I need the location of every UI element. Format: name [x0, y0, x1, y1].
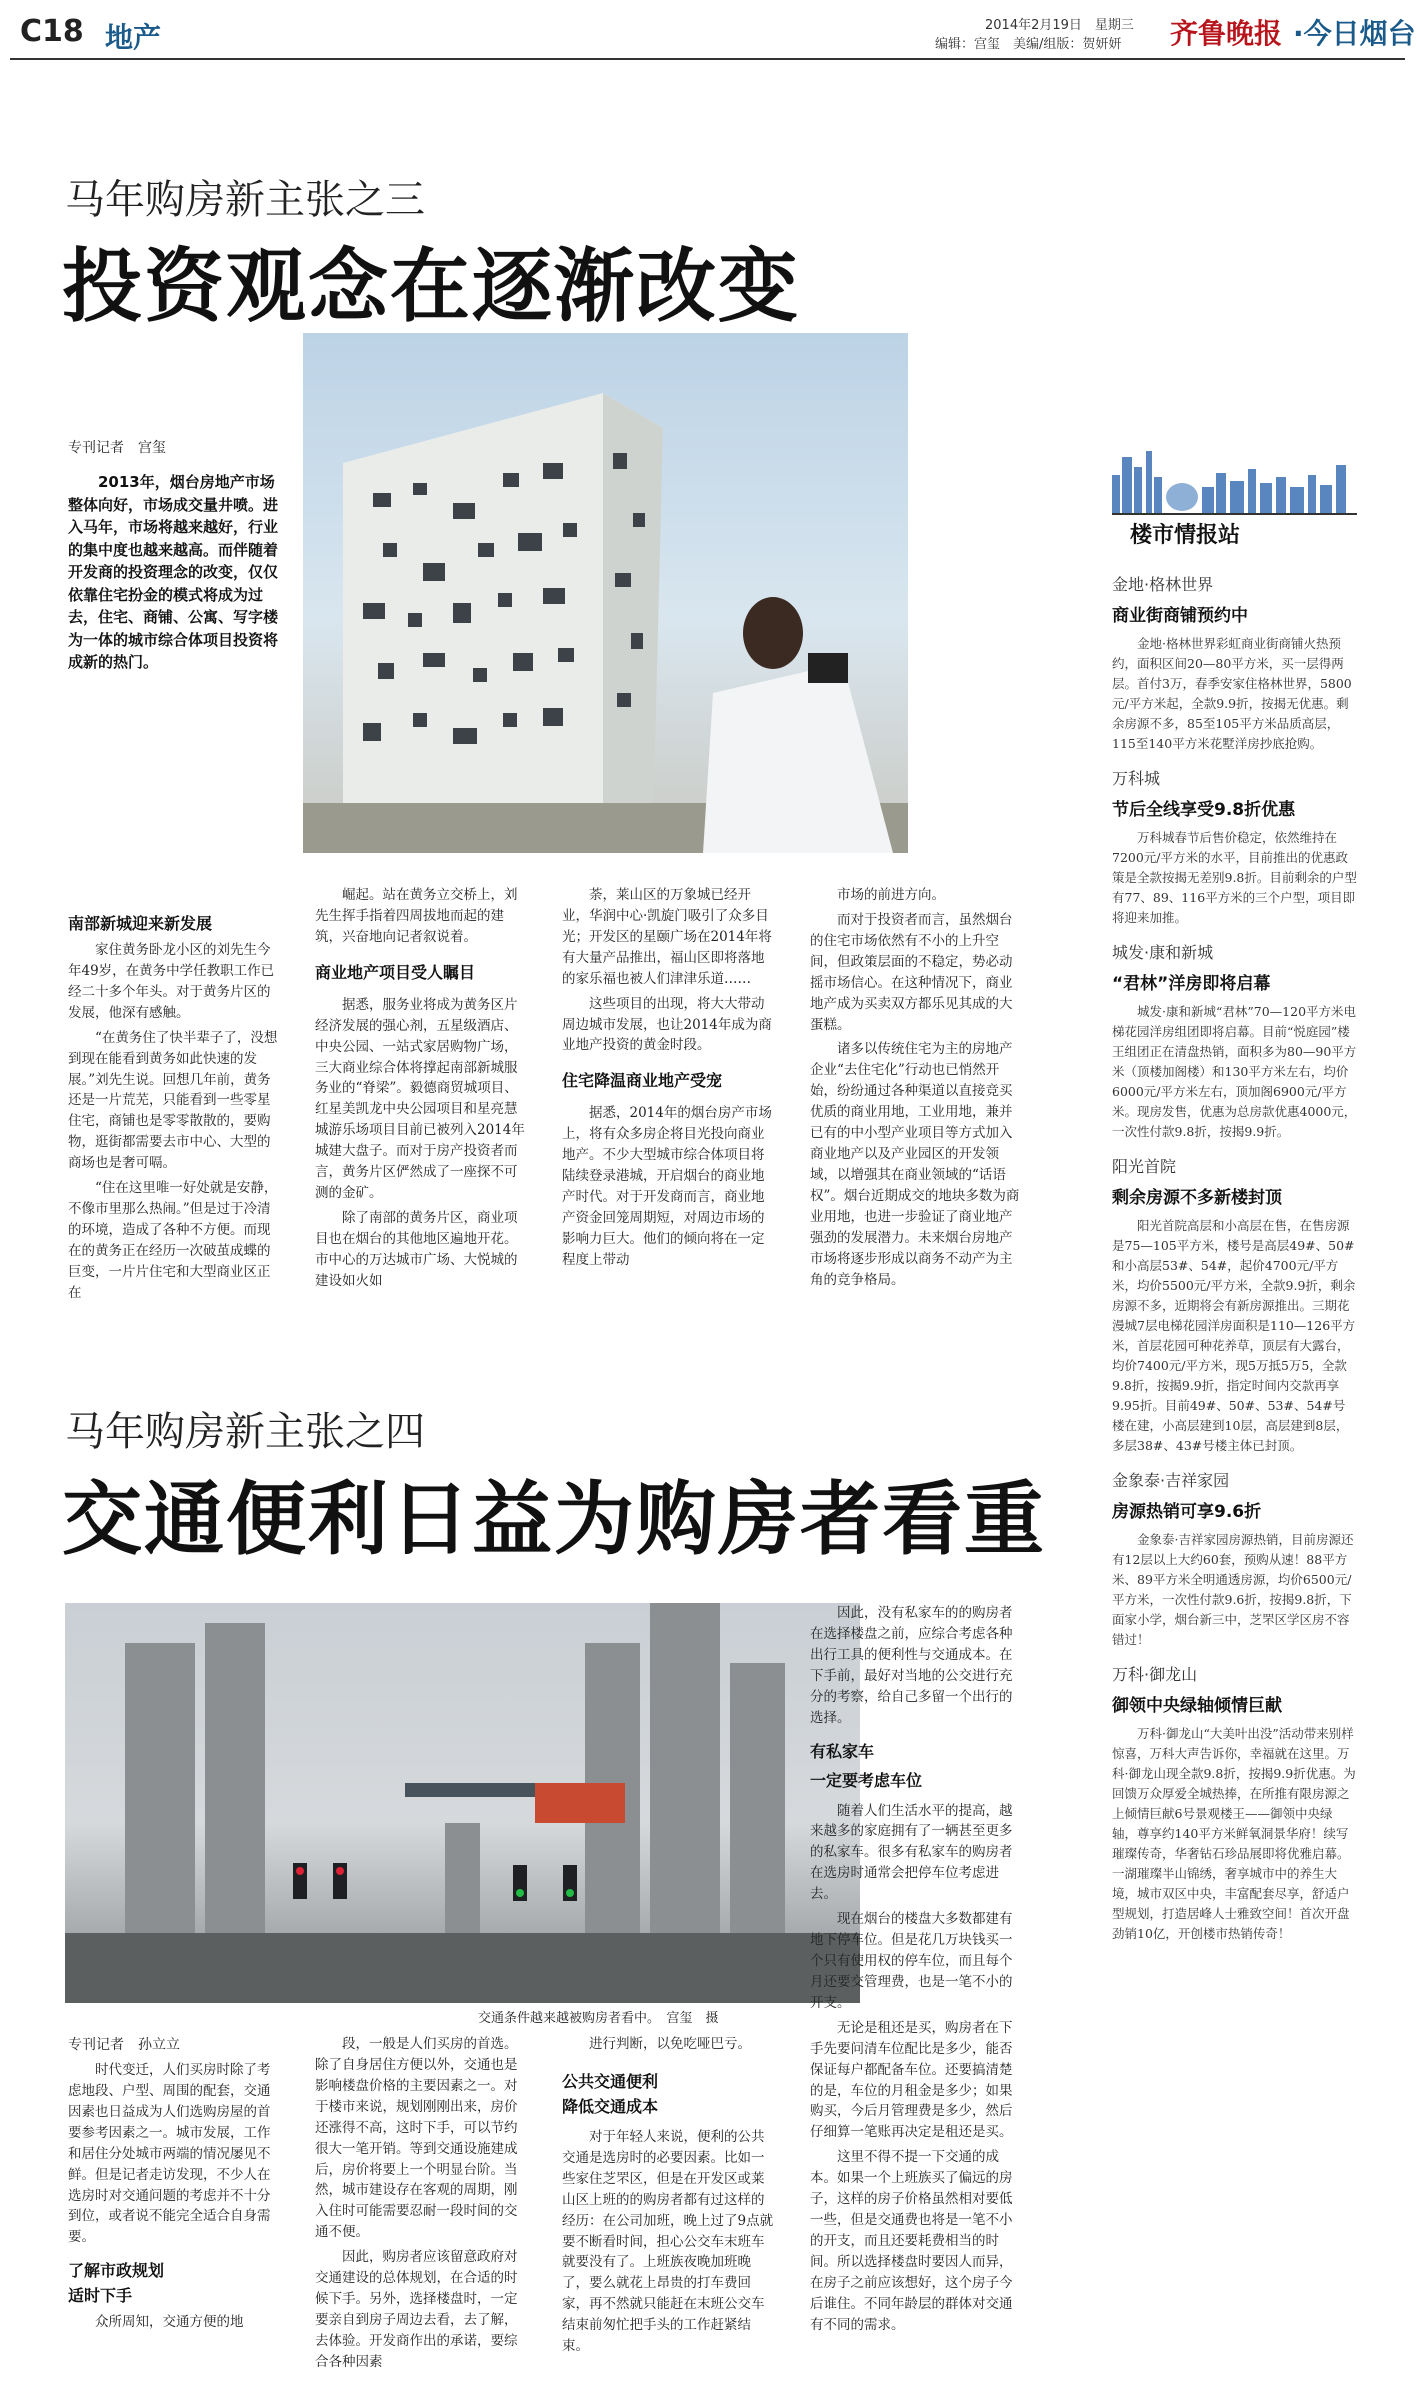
article1-col2-heading: 商业地产项目受人瞩目	[315, 962, 476, 982]
sidebar-item	[1112, 1468, 1357, 1650]
brand-sub: ·今日烟台	[1293, 17, 1416, 50]
sidebar-list	[1112, 572, 1357, 1956]
sidebar-item-body: 金地·格林世界彩虹商业街商铺火热预约，面积区间20—80平方米，买一层得两层。首付3万，春季安家住格林世界，5800元/平方米起，全款9.9折，按揭无优惠。剩余房源不多，85至105平方米品质高层，115至140平方米花墅洋房抄底抢购。	[1112, 636, 1352, 751]
article2-title: 交通便利日益为购房者看重	[62, 1473, 1046, 1566]
article2-col1-para: 时代变迁，人们买房时除了考虑地段、户型、周围的配套，交通因素也日益成为人们选购房屋的首要参考因素之一。城市发展，工作和居住分处城市两端的情况屡见不鲜。但是记者走访发现，不少人在选房时对交通问题的考虑并不十分到位，或者说不能完全适合自身需要。	[68, 2062, 271, 2246]
building-photo	[303, 333, 908, 853]
article2-col2-para: 段，一般是人们买房的首选。除了自身居住方便以外，交通也是影响楼盘价格的主要因素之一。对于楼市来说，规划刚刚出来，房价还涨得不高，这时下手，可以节约很大一笔开销。等到交通设施建成后，房价将要上一个明显台阶。当然，城市建设存在客观的周期，刚入住时可能需要忍耐一段时间的交通不便。	[315, 2036, 518, 2241]
sidebar-item-location: 金象泰·吉祥家园	[1112, 1471, 1230, 1490]
sidebar-item-headline: 节后全线享受9.8折优惠	[1112, 800, 1296, 820]
article1-col3-heading: 住宅降温商业地产受宠	[562, 1071, 723, 1091]
article2-column-1	[68, 2060, 280, 2337]
sidebar-item	[1112, 572, 1357, 754]
sidebar-item-body: 城发·康和新城“君林”70—120平方米电梯花园洋房组团即将启幕。目前“悦庭园”楼王组团正在清盘热销，面积多为80—90平方米（顶楼加阁楼）和130平方米左右，均价6000元/平方米左右，顶加阁6900元/平方米。现房发售，优惠为总房款优惠4000元，一次性付款9.8折，按揭9.9折。	[1112, 1004, 1357, 1139]
sidebar-item-body: 金象泰·吉祥家园房源热销，目前房源还有12层以上大约60套，预购从速！88平方米、89平方米全明通透房源，均价6500元/平方米，一次性付款9.6折，按揭9.8折，下面家小学，烟台新三中，芝罘区学区房不容错过！	[1112, 1532, 1354, 1647]
article1-col3-para: 据悉，2014年的烟台房产市场上，将有众多房企将目光投向商业地产。不少大型城市综合体项目将陆续登录港城，开启烟台的商业地产时代。对于开发商而言，商业地产资金回笼周期短，对周边市场的影响力巨大。他们的倾向将在一定程度上带动	[562, 1105, 772, 1268]
sidebar-item-body: 阳光首院高层和小高层在售，在售房源是75—105平方米，楼号是高层49#、50#和小高层53#、54#，起价4700元/平方米，均价5500元/平方米，全款9.9折，剩余房源不多，近期将会有新房源推出。三期花漫城7层电梯花园洋房面积是110—126平方米，首层花园可种花养草，顶层有大露台，均价7400元/平方米，现5万抵5万5，全款9.8折，按揭9.9折，指定时间内交款再享9.95折。目前49#、50#、53#、54#号楼在建，小高层建到10层，高层建到8层，多层38#、43#号楼主体已封顶。	[1112, 1218, 1356, 1453]
sidebar-item-location: 金地·格林世界	[1112, 575, 1214, 594]
article1-col1-para: “在黄务住了快半辈子了，没想到现在能看到黄务如此快速的发展。”刘先生说。回想几年前，黄务还是一片荒芜，只能看到一些零星住宅，商铺也是零零散散的，要购物，逛街都需要去市中心、大型的商场也是奢可嗝。	[68, 1029, 278, 1172]
article1-col2-para: 崛起。站在黄务立交桥上，刘先生挥手指着四周拔地而起的建筑，兴奋地向记者叙说着。	[315, 887, 518, 945]
skyline-icon	[1112, 447, 1357, 515]
article2-subtitle: 马年购房新主张之四	[65, 1409, 425, 1455]
article1-column-2	[315, 885, 527, 1296]
article2-col4-para: 无论是租还是买，购房者在下手先要问清车位配比是多少，能否保证每户都配备车位。还要搞清楚的是，车位的月租金是多少；如果购买，今后月管理费是多少，然后仔细算一笔账再决定是租还是买。	[810, 2019, 1013, 2141]
article1-subtitle: 马年购房新主张之三	[65, 177, 425, 223]
article2-column-4	[810, 1603, 1022, 2340]
article2-col3-para: 进行判断，以免吃哑巴亏。	[589, 2036, 751, 2052]
sidebar-title: 楼市情报站	[1130, 523, 1241, 548]
article1-column-3	[562, 885, 774, 1275]
sidebar-item	[1112, 1154, 1357, 1456]
article2-column-3	[562, 2034, 774, 2361]
article1-col2-para: 据悉，服务业将成为黄务区片经济发展的强心剂，五星级酒店、中央公园、一站式家居购物广场，三大商业综合体将撑起南部新城服务业的“脊梁”。毅德商贸城项目、红星美凯龙中央公园项目和星亮慧城游乐场项目目前已被列入2014年城建大盘子。而对于房产投资者而言，黄务片区俨然成了一座探不可测的金矿。	[315, 996, 525, 1202]
article2-col4-heading: 有私家车	[810, 1741, 875, 1761]
sidebar-item	[1112, 940, 1357, 1142]
article1-col2-para: 除了南部的黄务片区，商业项目也在烟台的其他地区遍地开花。市中心的万达城市广场、大悦城的建设如火如	[315, 1209, 518, 1289]
date-line: 2014年2月19日 星期三	[985, 18, 1134, 33]
header-rule	[10, 58, 1405, 60]
article2-col4-para: 这里不得不提一下交通的成本。如果一个上班族买了偏远的房子，这样的房子价格虽然相对要低一些，但是交通费也将是一笔不小的开支，而且还要耗费相当的时间。所以选择楼盘时要因人而异，在房子之前应该想好，这个房子今后谁住。不同年龄层的群体对交通有不同的需求。	[810, 2149, 1013, 2333]
sidebar-item-body: 万科·御龙山“大美叶出没”活动带来别样惊喜，万科大声告诉你，幸福就在这里。万科·御龙山现全款9.8折，按揭9.9折优惠。为回馈万众厚爱全城热捧，在所推有限房源之上倾情巨献6号景观楼王——御领中央绿轴，尊享约140平方米鲜氧洞景华府！续写璀璨传奇，华奢钻石珍品展即将优雅启幕。一湖璀璨半山锦绣，奢享城市中的养生大境，城市双区中央，丰富配套尽享，舒适户型规划，打造居峰人士雅致空间！首次开盘劲销10亿，开创楼市热销传奇！	[1112, 1726, 1356, 1941]
article2-col1-heading: 了解市政规划	[68, 2261, 165, 2281]
article1-col1-para: “住在这里唯一好处就是安静，不像市里那么热闹。”但是过于冷清的环境，造成了各种不方便。而现在的黄务正在经历一次破茧成蝶的巨变，一片片住宅和大型商业区正在	[68, 1180, 278, 1301]
traffic-photo	[65, 1603, 860, 2003]
article2-col1-heading-2: 适时下手	[68, 2286, 133, 2306]
editor-line: 编辑：宫玺 美编/组版：贺妍妍	[935, 37, 1122, 52]
article2-col3-para: 对于年轻人来说，便利的公共交通是选房时的必要因素。比如一些家住芝罘区，但是在开发区或莱山区上班的的购房者都有过这样的经历：在公司加班，晚上过了9点就要不断看时间，担心公交车末班车就要没有了。上班族夜晚加班晚了，要么就花上昂贵的打车费回家，再不然就只能赶在末班公交车结束前匆忙把手头的工作赶紧结束。	[562, 2128, 774, 2355]
article1-col4-para: 诸多以传统住宅为主的房地产企业“去住宅化”行动也已悄然开始，纷纷通过各种渠道以直接竞买优质的商业用地，工业用地，兼并已有的中小型产业项目等方式加入商业地产以及产业园区的开发领域，以增强其在商业领域的“话语权”。烟台近期成交的地块多数为商业用地，也进一步验证了商业地产强劲的发展潜力。未来烟台房地产市场将逐步形成以商务不动产为主角的竞争格局。	[810, 1041, 1020, 1288]
brand-logo: 齐鲁晚报	[1170, 17, 1283, 50]
sidebar-item-location: 城发·康和新城	[1112, 943, 1214, 962]
article1-col3-para: 荼，莱山区的万象城已经开业，华润中心·凯旋门吸引了众多目光；开发区的星颐广场在2014年将有大量产品推出，福山区即将落地的家乐福也被人们津津乐道……	[562, 887, 772, 987]
article2-col4-para: 现在烟台的楼盘大多数都建有地下停车位。但是花几万块钱买一个只有使用权的停车位，而且每个月还要交管理费，也是一笔不小的开支。	[810, 1911, 1013, 2011]
sidebar-item-headline: “君林”洋房即将启幕	[1112, 974, 1271, 994]
article1-col1-para: 家住黄务卧龙小区的刘先生今年49岁，在黄务中学任教职工作已经二十多个年头。对于黄务片区的发展，他深有感触。	[68, 942, 275, 1021]
sidebar-item-location: 阳光首院	[1112, 1157, 1177, 1176]
article1-title: 投资观念在逐渐改变	[62, 240, 800, 333]
sidebar-item	[1112, 1662, 1357, 1944]
sidebar-item-location: 万科·御龙山	[1112, 1665, 1198, 1684]
sidebar-item-headline: 御领中央绿轴倾情巨献	[1112, 1696, 1282, 1716]
article2-col4-para: 因此，没有私家车的的购房者在选择楼盘之前，应综合考虑各种出行工具的便利性与交通成本。在下手前，最好对当地的公交进行充分的考察，给自己多留一个出行的选择。	[810, 1605, 1013, 1726]
article1-col1-heading: 南部新城迎来新发展	[68, 914, 213, 933]
article1-column-1	[68, 905, 280, 1308]
sidebar-item-body: 万科城春节后售价稳定，依然维持在7200元/平方米的水平，目前推出的优惠政策是全款按揭无差别9.8折。目前剩余的户型有77、89、116平方米的三个户型，项目即将迎来加推。	[1112, 830, 1357, 925]
building-illustration	[303, 333, 908, 853]
article1-col3-para: 这些项目的出现，将大大带动周边城市发展，也让2014年成为商业地产投资的黄金时段。	[562, 995, 772, 1054]
article2-col4-para: 随着人们生活水平的提高，越来越多的家庭拥有了一辆甚至更多的私家车。很多有私家车的购房者在选房时通常会把停车位考虑进去。	[810, 1802, 1013, 1903]
sidebar-item-location: 万科城	[1112, 769, 1161, 788]
article1-lead: 2013年，烟台房地产市场整体向好，市场成交量井喷。进入马年，市场将越来越好，行业的集中度也越来越高。而伴随着开发商的投资理念的改变，仅仅依靠住宅扮金的模式将成为过去，住宅、商铺、公寓、写字楼为一体的城市综合体项目投资将成新的热门。	[68, 473, 279, 671]
article2-col3-heading-2: 降低交通成本	[562, 2096, 659, 2116]
sidebar-item-headline: 商业街商铺预约中	[1112, 606, 1248, 626]
section-name: 地产	[105, 21, 162, 54]
article2-col1-para: 众所周知，交通方便的地	[95, 2314, 244, 2331]
article2-col2-para: 因此，购房者应该留意政府对交通建设的总体规划，在合适的时候下手。另外，选择楼盘时，一定要亲自到房子周边去看，去了解，去体验。开发商作出的承诺，要综合各种因素	[315, 2249, 518, 2370]
sidebar-item	[1112, 766, 1357, 928]
article1-column-4	[810, 885, 1022, 1295]
photo-caption: 交通条件越来越被购房者看中。 宫玺 摄	[478, 2011, 719, 2026]
article1-byline: 专刊记者 宫玺	[68, 440, 166, 456]
article2-col4-heading-2: 一定要考虑车位	[810, 1770, 923, 1790]
article1-col4-para: 而对于投资者而言，虽然烟台的住宅市场依然有不小的上升空间，但政策层面的不稳定，势必动摇市场信心。在这种情况下，商业地产成为买卖双方都乐见其成的大蛋糕。	[810, 911, 1013, 1033]
article1-col4-para: 市场的前进方向。	[837, 887, 945, 903]
article2-column-2	[315, 2034, 527, 2377]
page-code: C18	[20, 14, 84, 49]
traffic-illustration	[65, 1603, 860, 2003]
article2-byline: 专刊记者 孙立立	[68, 2037, 180, 2053]
sidebar-item-headline: 房源热销可享9.6折	[1112, 1502, 1262, 1522]
article2-col3-heading: 公共交通便利	[562, 2071, 659, 2091]
sidebar-item-headline: 剩余房源不多新楼封顶	[1112, 1188, 1282, 1208]
